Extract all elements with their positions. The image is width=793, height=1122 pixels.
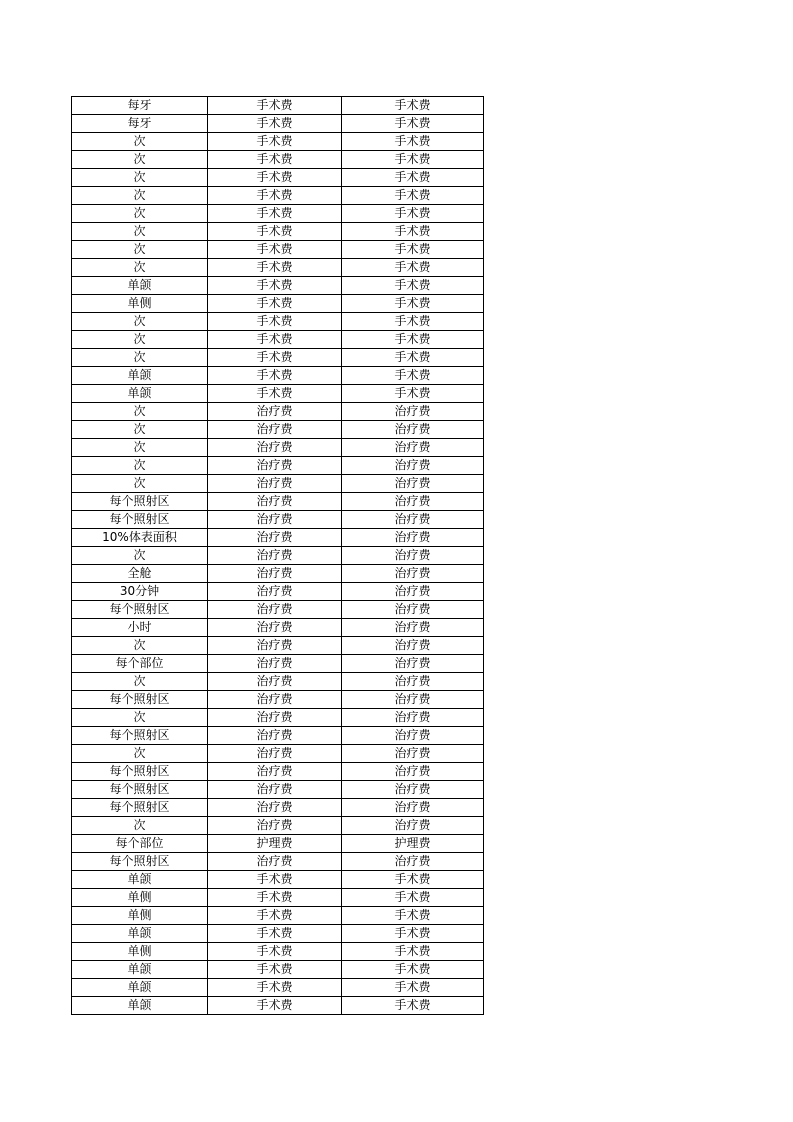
fee-category-cell-2: 手术费 — [342, 871, 484, 889]
unit-cell: 全舱 — [72, 565, 208, 583]
table-row — [72, 133, 484, 151]
table-row — [72, 979, 484, 997]
fee-category-cell: 治疗费 — [208, 511, 342, 529]
table-row — [72, 853, 484, 871]
fee-category-cell-2: 治疗费 — [342, 619, 484, 637]
fee-category-cell: 手术费 — [208, 997, 342, 1015]
table-row — [72, 385, 484, 403]
fee-category-cell: 手术费 — [208, 943, 342, 961]
table-row — [72, 97, 484, 115]
fee-category-cell: 手术费 — [208, 925, 342, 943]
fee-category-cell: 治疗费 — [208, 727, 342, 745]
unit-cell: 次 — [72, 223, 208, 241]
table-row — [72, 331, 484, 349]
unit-cell: 每个照射区 — [72, 799, 208, 817]
fee-category-cell: 治疗费 — [208, 439, 342, 457]
unit-cell: 次 — [72, 421, 208, 439]
fee-category-cell-2: 治疗费 — [342, 529, 484, 547]
table-row — [72, 529, 484, 547]
unit-cell: 次 — [72, 709, 208, 727]
table-row — [72, 601, 484, 619]
fee-category-cell: 手术费 — [208, 961, 342, 979]
table-row — [72, 439, 484, 457]
unit-cell: 单颌 — [72, 997, 208, 1015]
table-row — [72, 637, 484, 655]
fee-category-cell: 治疗费 — [208, 853, 342, 871]
fee-category-cell: 手术费 — [208, 385, 342, 403]
fee-category-cell-2: 手术费 — [342, 961, 484, 979]
fee-category-cell-2: 治疗费 — [342, 403, 484, 421]
unit-cell: 单侧 — [72, 943, 208, 961]
unit-cell: 次 — [72, 151, 208, 169]
fee-category-cell-2: 手术费 — [342, 295, 484, 313]
unit-cell: 小时 — [72, 619, 208, 637]
unit-cell: 单侧 — [72, 295, 208, 313]
fee-category-cell: 治疗费 — [208, 529, 342, 547]
fee-category-cell-2: 手术费 — [342, 259, 484, 277]
fee-category-cell-2: 手术费 — [342, 115, 484, 133]
table-row — [72, 511, 484, 529]
unit-cell: 每牙 — [72, 115, 208, 133]
unit-cell: 次 — [72, 313, 208, 331]
fee-category-cell: 手术费 — [208, 151, 342, 169]
unit-cell: 单颌 — [72, 871, 208, 889]
unit-cell: 次 — [72, 457, 208, 475]
fee-category-cell: 治疗费 — [208, 457, 342, 475]
table-row — [72, 619, 484, 637]
fee-category-cell-2: 治疗费 — [342, 745, 484, 763]
table-row — [72, 583, 484, 601]
unit-cell: 每个照射区 — [72, 727, 208, 745]
fee-category-cell: 手术费 — [208, 169, 342, 187]
table-row — [72, 727, 484, 745]
table-row — [72, 493, 484, 511]
fee-category-cell-2: 手术费 — [342, 943, 484, 961]
fee-category-cell-2: 手术费 — [342, 889, 484, 907]
table-row — [72, 565, 484, 583]
fee-category-cell: 手术费 — [208, 259, 342, 277]
fee-category-cell: 手术费 — [208, 889, 342, 907]
unit-cell: 次 — [72, 475, 208, 493]
fee-category-cell: 治疗费 — [208, 691, 342, 709]
table-row — [72, 241, 484, 259]
unit-cell: 每个部位 — [72, 835, 208, 853]
fee-category-cell-2: 手术费 — [342, 925, 484, 943]
table-row — [72, 907, 484, 925]
table-row — [72, 187, 484, 205]
unit-cell: 10%体表面积 — [72, 529, 208, 547]
fee-category-cell-2: 护理费 — [342, 835, 484, 853]
fee-category-cell-2: 手术费 — [342, 367, 484, 385]
fee-category-cell-2: 治疗费 — [342, 691, 484, 709]
fee-category-cell: 治疗费 — [208, 565, 342, 583]
fee-category-cell: 治疗费 — [208, 601, 342, 619]
unit-cell: 次 — [72, 259, 208, 277]
fee-category-cell-2: 手术费 — [342, 385, 484, 403]
fee-category-cell-2: 治疗费 — [342, 709, 484, 727]
fee-category-cell: 治疗费 — [208, 547, 342, 565]
unit-cell: 单颌 — [72, 367, 208, 385]
table-row — [72, 889, 484, 907]
unit-cell: 次 — [72, 331, 208, 349]
fee-category-cell: 手术费 — [208, 187, 342, 205]
unit-cell: 次 — [72, 745, 208, 763]
fee-category-cell-2: 手术费 — [342, 313, 484, 331]
fee-category-cell: 手术费 — [208, 979, 342, 997]
table-row — [72, 151, 484, 169]
fee-category-cell-2: 治疗费 — [342, 601, 484, 619]
unit-cell: 次 — [72, 673, 208, 691]
fee-category-cell-2: 治疗费 — [342, 637, 484, 655]
fee-category-cell-2: 手术费 — [342, 151, 484, 169]
unit-cell: 每个照射区 — [72, 781, 208, 799]
fee-category-cell-2: 治疗费 — [342, 799, 484, 817]
unit-cell: 单侧 — [72, 889, 208, 907]
fee-category-cell: 手术费 — [208, 241, 342, 259]
fee-category-cell: 治疗费 — [208, 745, 342, 763]
fee-category-cell: 手术费 — [208, 367, 342, 385]
fee-table-body — [72, 97, 484, 1015]
unit-cell: 单侧 — [72, 907, 208, 925]
fee-category-cell: 治疗费 — [208, 799, 342, 817]
fee-category-cell-2: 手术费 — [342, 979, 484, 997]
table-row — [72, 313, 484, 331]
unit-cell: 每个照射区 — [72, 853, 208, 871]
fee-category-cell-2: 手术费 — [342, 907, 484, 925]
fee-category-cell: 治疗费 — [208, 637, 342, 655]
fee-category-cell: 治疗费 — [208, 673, 342, 691]
unit-cell: 30分钟 — [72, 583, 208, 601]
fee-category-cell: 手术费 — [208, 349, 342, 367]
fee-category-cell-2: 手术费 — [342, 997, 484, 1015]
unit-cell: 次 — [72, 169, 208, 187]
unit-cell: 次 — [72, 133, 208, 151]
table-row — [72, 475, 484, 493]
fee-category-cell: 治疗费 — [208, 583, 342, 601]
table-row — [72, 457, 484, 475]
fee-category-cell: 治疗费 — [208, 619, 342, 637]
table-row — [72, 925, 484, 943]
table-row — [72, 349, 484, 367]
table-row — [72, 223, 484, 241]
fee-category-cell-2: 治疗费 — [342, 475, 484, 493]
fee-category-cell: 治疗费 — [208, 763, 342, 781]
table-row — [72, 259, 484, 277]
fee-category-cell-2: 治疗费 — [342, 727, 484, 745]
fee-category-cell-2: 手术费 — [342, 223, 484, 241]
fee-category-cell: 治疗费 — [208, 817, 342, 835]
unit-cell: 每个照射区 — [72, 511, 208, 529]
unit-cell: 次 — [72, 439, 208, 457]
fee-category-cell-2: 治疗费 — [342, 457, 484, 475]
fee-category-cell: 手术费 — [208, 295, 342, 313]
fee-category-cell: 手术费 — [208, 115, 342, 133]
fee-category-cell: 手术费 — [208, 223, 342, 241]
fee-category-cell-2: 治疗费 — [342, 565, 484, 583]
fee-category-cell-2: 治疗费 — [342, 583, 484, 601]
fee-category-cell: 手术费 — [208, 907, 342, 925]
unit-cell: 次 — [72, 349, 208, 367]
unit-cell: 次 — [72, 205, 208, 223]
fee-category-cell-2: 治疗费 — [342, 421, 484, 439]
fee-category-cell: 治疗费 — [208, 421, 342, 439]
table-row — [72, 655, 484, 673]
table-row — [72, 817, 484, 835]
fee-category-cell-2: 治疗费 — [342, 853, 484, 871]
table-row — [72, 961, 484, 979]
fee-category-cell-2: 治疗费 — [342, 439, 484, 457]
fee-category-cell-2: 治疗费 — [342, 493, 484, 511]
fee-category-cell: 治疗费 — [208, 493, 342, 511]
table-row — [72, 745, 484, 763]
table-row — [72, 997, 484, 1015]
unit-cell: 单颌 — [72, 277, 208, 295]
table-row — [72, 673, 484, 691]
fee-category-cell: 手术费 — [208, 133, 342, 151]
table-row — [72, 709, 484, 727]
fee-category-cell: 治疗费 — [208, 475, 342, 493]
table-row — [72, 403, 484, 421]
fee-category-cell-2: 手术费 — [342, 349, 484, 367]
unit-cell: 每个照射区 — [72, 763, 208, 781]
unit-cell: 每个照射区 — [72, 691, 208, 709]
table-row — [72, 421, 484, 439]
unit-cell: 单颌 — [72, 385, 208, 403]
fee-category-cell-2: 手术费 — [342, 241, 484, 259]
unit-cell: 单颌 — [72, 979, 208, 997]
unit-cell: 单颌 — [72, 925, 208, 943]
fee-category-cell-2: 治疗费 — [342, 547, 484, 565]
table-row — [72, 205, 484, 223]
table-row — [72, 295, 484, 313]
fee-category-cell: 治疗费 — [208, 403, 342, 421]
fee-category-cell-2: 治疗费 — [342, 763, 484, 781]
unit-cell: 每个照射区 — [72, 601, 208, 619]
fee-category-cell-2: 手术费 — [342, 169, 484, 187]
unit-cell: 单颌 — [72, 961, 208, 979]
fee-category-cell: 手术费 — [208, 277, 342, 295]
table-row — [72, 781, 484, 799]
fee-category-cell-2: 治疗费 — [342, 655, 484, 673]
unit-cell: 次 — [72, 637, 208, 655]
fee-category-cell: 手术费 — [208, 871, 342, 889]
table-row — [72, 835, 484, 853]
unit-cell: 次 — [72, 817, 208, 835]
fee-category-cell-2: 治疗费 — [342, 511, 484, 529]
unit-cell: 次 — [72, 403, 208, 421]
unit-cell: 每牙 — [72, 97, 208, 115]
fee-category-cell: 手术费 — [208, 313, 342, 331]
fee-category-cell-2: 手术费 — [342, 277, 484, 295]
unit-cell: 每个照射区 — [72, 493, 208, 511]
fee-category-cell: 治疗费 — [208, 781, 342, 799]
table-row — [72, 943, 484, 961]
unit-cell: 次 — [72, 187, 208, 205]
table-row — [72, 115, 484, 133]
table-row — [72, 691, 484, 709]
fee-category-cell-2: 治疗费 — [342, 817, 484, 835]
fee-category-cell: 治疗费 — [208, 655, 342, 673]
fee-category-cell-2: 手术费 — [342, 205, 484, 223]
table-row — [72, 169, 484, 187]
fee-category-cell: 手术费 — [208, 205, 342, 223]
fee-category-cell-2: 手术费 — [342, 97, 484, 115]
table-row — [72, 367, 484, 385]
table-row — [72, 799, 484, 817]
fee-category-cell-2: 手术费 — [342, 133, 484, 151]
unit-cell: 次 — [72, 241, 208, 259]
fee-category-cell: 治疗费 — [208, 709, 342, 727]
unit-cell: 每个部位 — [72, 655, 208, 673]
fee-category-cell-2: 手术费 — [342, 187, 484, 205]
table-row — [72, 763, 484, 781]
table-row — [72, 547, 484, 565]
fee-category-cell-2: 治疗费 — [342, 781, 484, 799]
table-row — [72, 871, 484, 889]
fee-table — [71, 96, 484, 1015]
table-row — [72, 277, 484, 295]
fee-category-cell: 护理费 — [208, 835, 342, 853]
fee-category-cell-2: 治疗费 — [342, 673, 484, 691]
unit-cell: 次 — [72, 547, 208, 565]
fee-category-cell: 手术费 — [208, 331, 342, 349]
fee-category-cell-2: 手术费 — [342, 331, 484, 349]
fee-category-cell: 手术费 — [208, 97, 342, 115]
